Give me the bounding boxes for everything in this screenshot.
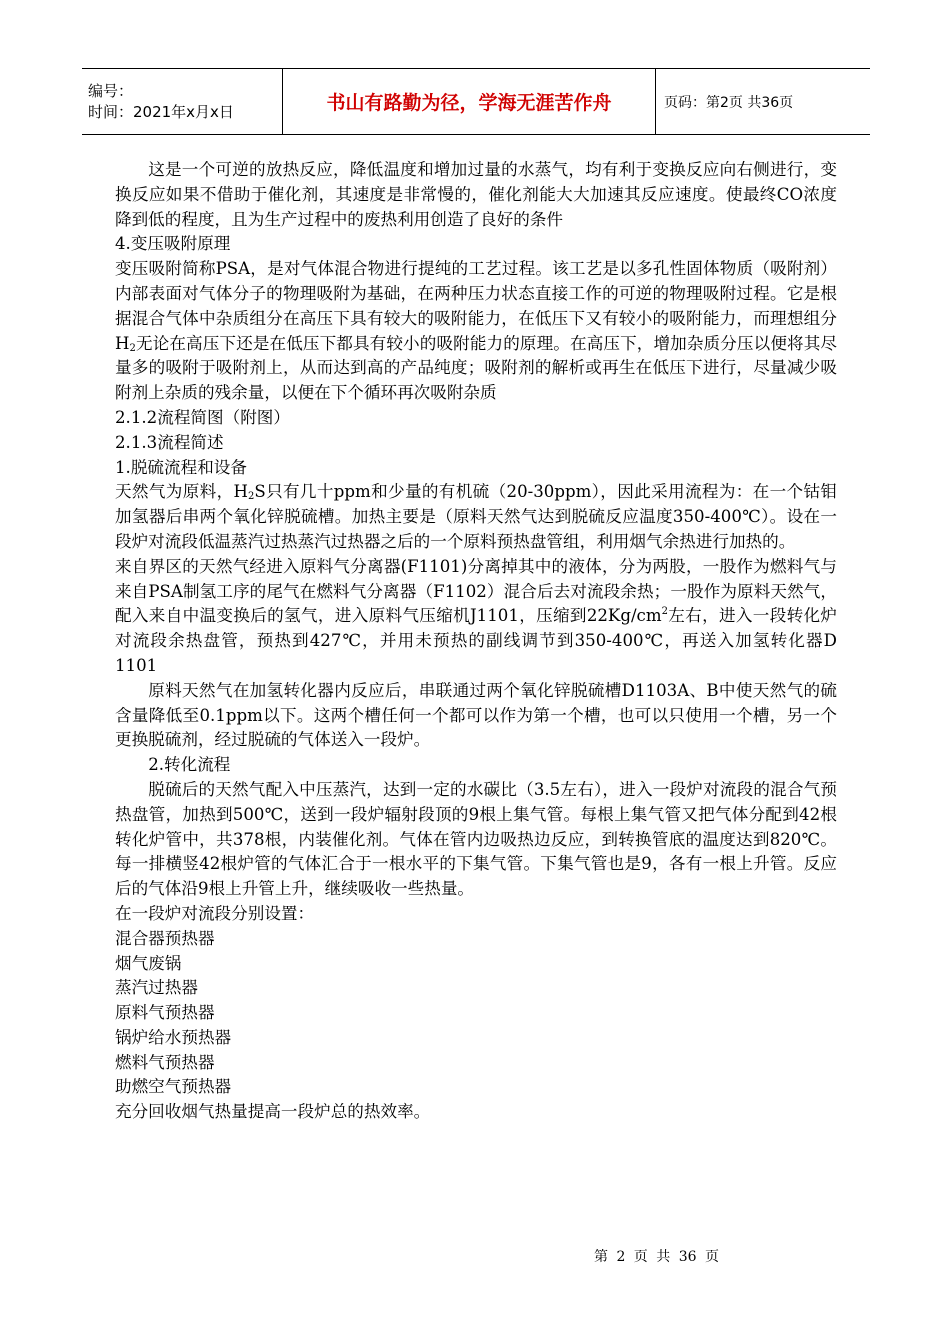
header-page-info: 页码：第2页 共36页 xyxy=(664,94,794,111)
heading-psa: 4.变压吸附原理 xyxy=(115,234,231,254)
feed-text-b: 左右，进入一段转化炉对流段余热盘管，预热到427℃，并用未预热的副线调节到350-400℃，再送入加氢转化器D 1101 xyxy=(115,606,838,675)
paragraph-convection-intro: 在一段炉对流段分别设置： xyxy=(115,903,315,923)
list-item: 锅炉给水预热器 xyxy=(115,1027,232,1047)
list-item: 燃料气预热器 xyxy=(115,1052,215,1072)
paragraph-reaction: 这是一个可逆的放热反应，降低温度和增加过量的水蒸气，均有利于变换反应向右侧进行，变换反应如果不借助于催化剂，其速度是非常慢的，催化剂能大大加速其反应速度。使最终CO浓度降到低的程度，且为生产过程中的废热利用创造了良好的条件 xyxy=(115,160,837,229)
ng-text-b: S只有几十ppm和少量的有机硫（20-30ppm），因此采用流程为：在一个钴钼加氢器后串两个氧化锌脱硫槽。加热主要是（原料天然气达到脱硫反应温度350-400℃）。设在一段炉对流段低温蒸汽过热蒸汽过热器之后的一个原料预热盘管组，利用烟气余热进行加热的。 xyxy=(115,482,837,551)
page-footer: 第 2 页 共 36 页 xyxy=(594,1249,719,1265)
paragraph-reforming: 脱硫后的天然气配入中压蒸汽，达到一定的水碳比（3.5左右），进入一段炉对流段的混合气预热盘管，加热到500℃，送到一段炉辐射段顶的9根上集气管。每根上集气管又把气体分配到42根转化炉管中，共378根，内装催化剂。气体在管内边吸热边反应，到转换管底的温度达到820℃。每一排横竖42根炉管的气体汇合于一根水平的下集气管。下集气管也是9，各有一根上升管。反应后的气体沿9根上升管上升，继续吸收一些热量。 xyxy=(115,779,837,899)
psa-text-b: 无论在高压下还是在低压下都具有较小的吸附能力的原理。在高压下，增加杂质分压以便将其尽量多的吸附于吸附剂上，从而达到高的产品纯度；吸附剂的解析或再生在低压下进行，尽量减少吸附剂上杂质的残余量，以便在下个循环再次吸附杂质 xyxy=(115,333,837,403)
heading-2-1-2: 2.1.2流程简图（附图） xyxy=(115,407,290,427)
paragraph-natural-gas xyxy=(115,480,837,554)
heading-desulfurization: 1.脱硫流程和设备 xyxy=(115,457,247,477)
paragraph-zno: 原料天然气在加氢转化器内反应后，串联通过两个氧化锌脱硫槽D1103A、B中使天然气的硫含量降低至0.1ppm以下。这两个槽任何一个都可以作为第一个槽，也可以只使用一个槽，另一个更换脱硫剂，经过脱硫的气体送入一段炉。 xyxy=(115,680,837,750)
header-motto: 书山有路勤为径，学海无涯苦作舟 xyxy=(283,69,656,134)
heading-reforming: 2.转化流程 xyxy=(148,755,231,775)
number-label: 编号： xyxy=(88,81,134,100)
list-item: 蒸汽过热器 xyxy=(115,978,198,998)
heading-2-1-3: 2.1.3流程简述 xyxy=(115,432,224,452)
ng-text-a: 天然气为原料，H xyxy=(115,482,248,502)
subscript-2: 2 xyxy=(247,491,255,503)
feed-text-a: 来自界区的天然气经进入原料气分离器(F1101)分离掉其中的液体，分为两股，一股作为燃料气与来自PSA制氢工序的尾气在燃料气分离器（F1102）混合后去对流段余热；一股作为原料天然气，配入来自中温变换后的氢气，进入原料气压缩机J1101，压缩到22Kg/cm xyxy=(115,556,837,626)
list-item: 混合器预热器 xyxy=(115,928,215,948)
header-meta xyxy=(82,69,283,134)
time-label: 时间：2021年x月x日 xyxy=(88,102,234,121)
psa-text-a: 变压吸附简称PSA，是对气体混合物进行提纯的工艺过程。该工艺是以多孔性固体物质（吸附剂）内部表面对气体分子的物理吸附为基础，在两种压力状态直接工作的可逆的物理吸附过程。它是根据混合气体中杂质组分在高压下具有较大的吸附能力，在低压下又有较小的吸附能力，而理想组分H xyxy=(115,259,837,353)
document-header xyxy=(82,68,870,135)
paragraph-feed-gas xyxy=(115,555,837,679)
paragraph-final: 充分回收烟气热量提高一段炉总的热效率。 xyxy=(115,1102,431,1122)
list-item: 烟气废锅 xyxy=(115,953,182,973)
paragraph-psa xyxy=(115,257,837,406)
list-item: 原料气预热器 xyxy=(115,1003,215,1023)
list-item: 助燃空气预热器 xyxy=(115,1077,232,1097)
document-body xyxy=(115,158,837,1125)
subscript-2: 2 xyxy=(129,342,136,354)
superscript-2: 2 xyxy=(661,606,668,618)
